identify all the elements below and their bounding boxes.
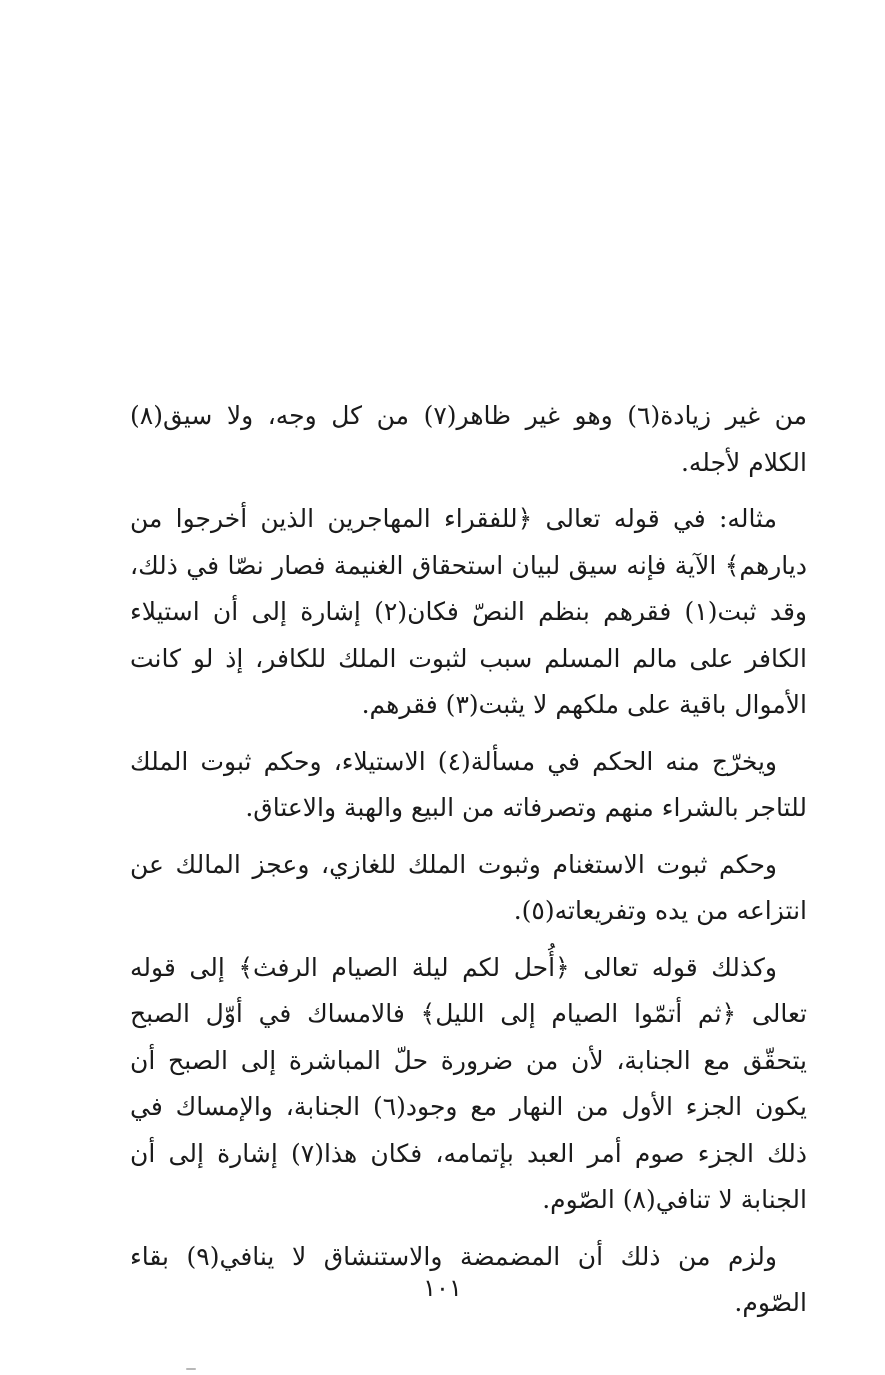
paragraph-1: من غير زيادة(٦) وهو غير ظاهر(٧) من كل وجه، ولا سيق(٨) الكلام لأجله. bbox=[130, 401, 808, 477]
paragraph-3: ويخرّج منه الحكم في مسألة(٤) الاستيلاء، وحكم ثبوت الملك للتاجر بالشراء منهم وتصرفاته من البيع والهبة والاعتاق. bbox=[130, 746, 807, 822]
body-text bbox=[130, 393, 807, 1327]
paragraph-5: وكذلك قوله تعالى ﴿أُحل لكم ليلة الصيام الرفث﴾ إلى قوله تعالى ﴿ثم أتمّوا الصيام إلى الليل﴾ فالامساك في أوّل الصبح يتحقّق مع الجنابة، لأن من ضرورة حلّ المباشرة إلى الصبح أن يكون الجزء الأول من النهار مع وجود(٦) الجنابة، والإمساك في ذلك الجزء صوم أمر العبد بإتمامه، فكان هذا(٧) إشارة إلى أن الجنابة لا تنافي(٨) الصّوم. bbox=[130, 952, 808, 1214]
scan-artifact bbox=[186, 1368, 196, 1370]
paragraph-4: وحكم ثبوت الاستغنام وثبوت الملك للغازي، وعجز المالك عن انتزاعه من يده وتفريعاته(٥). bbox=[130, 849, 807, 925]
page-number: ١٠١ bbox=[423, 1274, 462, 1302]
paragraph-2: مثاله: في قوله تعالى ﴿للفقراء المهاجرين الذين أخرجوا من ديارهم﴾ الآية فإنه سيق لبيان استحقاق الغنيمة فصار نصّا في ذلك، وقد ثبت(١) فقرهم بنظم النصّ فكان(٢) إشارة إلى أن استيلاء الكافر على مالم المسلم سبب لثبوت الملك للكافر، إذ لو كانت الأموال باقية على ملكهم لا يثبت(٣) فقرهم. bbox=[130, 504, 807, 719]
paragraph-6: ولزم من ذلك أن المضمضة والاستنشاق لا ينافي(٩) بقاء الصّوم. bbox=[130, 1241, 807, 1317]
